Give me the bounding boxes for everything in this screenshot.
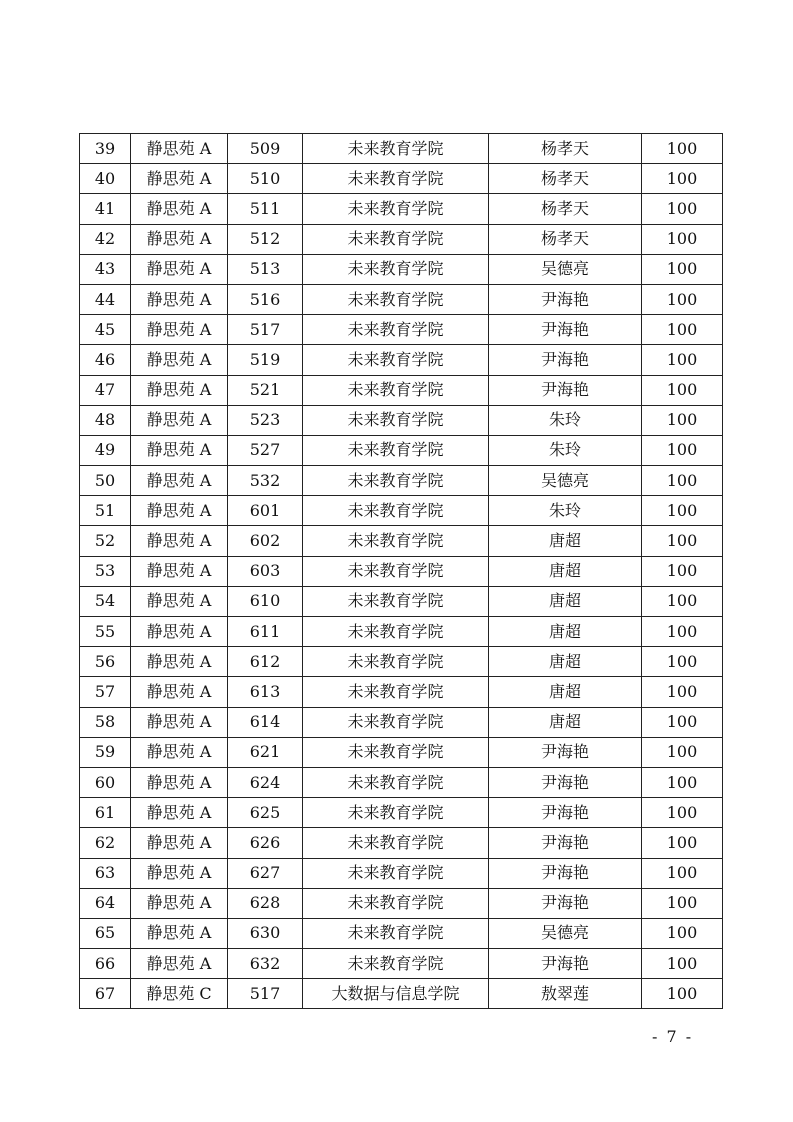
college-cell: 未来教育学院 [303, 435, 489, 465]
building-cell: 静思苑 A [131, 888, 228, 918]
counselor-name-cell: 尹海艳 [489, 767, 642, 797]
building-cell: 静思苑 A [131, 345, 228, 375]
table-row [80, 526, 723, 556]
room-number-cell: 627 [228, 858, 303, 888]
room-number-cell: 509 [228, 134, 303, 164]
building-cell: 静思苑 A [131, 828, 228, 858]
row-number-cell: 57 [80, 677, 131, 707]
room-number-cell: 521 [228, 375, 303, 405]
college-cell: 未来教育学院 [303, 284, 489, 314]
counselor-name-cell: 尹海艳 [489, 737, 642, 767]
score-cell: 100 [642, 617, 723, 647]
room-number-cell: 513 [228, 254, 303, 284]
room-number-cell: 516 [228, 284, 303, 314]
building-cell: 静思苑 A [131, 375, 228, 405]
building-cell: 静思苑 A [131, 526, 228, 556]
college-cell: 未来教育学院 [303, 617, 489, 647]
building-cell: 静思苑 A [131, 254, 228, 284]
counselor-name-cell: 朱玲 [489, 435, 642, 465]
table-row [80, 284, 723, 314]
table-row [80, 224, 723, 254]
score-cell: 100 [642, 767, 723, 797]
building-cell: 静思苑 A [131, 918, 228, 948]
row-number-cell: 49 [80, 435, 131, 465]
room-number-cell: 624 [228, 767, 303, 797]
room-number-cell: 523 [228, 405, 303, 435]
table-row [80, 496, 723, 526]
college-cell: 未来教育学院 [303, 405, 489, 435]
college-cell: 未来教育学院 [303, 556, 489, 586]
table-row [80, 134, 723, 164]
college-cell: 未来教育学院 [303, 375, 489, 405]
counselor-name-cell: 朱玲 [489, 405, 642, 435]
row-number-cell: 52 [80, 526, 131, 556]
room-number-cell: 517 [228, 979, 303, 1009]
college-cell: 未来教育学院 [303, 647, 489, 677]
score-cell: 100 [642, 224, 723, 254]
table-row [80, 254, 723, 284]
room-number-cell: 512 [228, 224, 303, 254]
score-cell: 100 [642, 315, 723, 345]
building-cell: 静思苑 A [131, 858, 228, 888]
college-cell: 未来教育学院 [303, 858, 489, 888]
room-number-cell: 517 [228, 315, 303, 345]
college-cell: 未来教育学院 [303, 224, 489, 254]
row-number-cell: 66 [80, 949, 131, 979]
records-table-body [80, 134, 723, 1009]
table-row [80, 164, 723, 194]
building-cell: 静思苑 A [131, 164, 228, 194]
room-number-cell: 614 [228, 707, 303, 737]
row-number-cell: 60 [80, 767, 131, 797]
counselor-name-cell: 尹海艳 [489, 375, 642, 405]
counselor-name-cell: 吴德亮 [489, 466, 642, 496]
row-number-cell: 44 [80, 284, 131, 314]
building-cell: 静思苑 A [131, 496, 228, 526]
score-cell: 100 [642, 375, 723, 405]
building-cell: 静思苑 A [131, 586, 228, 616]
college-cell: 未来教育学院 [303, 828, 489, 858]
row-number-cell: 45 [80, 315, 131, 345]
row-number-cell: 65 [80, 918, 131, 948]
college-cell: 未来教育学院 [303, 345, 489, 375]
table-row [80, 767, 723, 797]
row-number-cell: 59 [80, 737, 131, 767]
score-cell: 100 [642, 798, 723, 828]
college-cell: 未来教育学院 [303, 767, 489, 797]
score-cell: 100 [642, 284, 723, 314]
row-number-cell: 53 [80, 556, 131, 586]
counselor-name-cell: 尹海艳 [489, 858, 642, 888]
building-cell: 静思苑 A [131, 466, 228, 496]
table-row [80, 888, 723, 918]
row-number-cell: 47 [80, 375, 131, 405]
college-cell: 大数据与信息学院 [303, 979, 489, 1009]
score-cell: 100 [642, 647, 723, 677]
counselor-name-cell: 尹海艳 [489, 798, 642, 828]
room-number-cell: 511 [228, 194, 303, 224]
row-number-cell: 41 [80, 194, 131, 224]
college-cell: 未来教育学院 [303, 254, 489, 284]
college-cell: 未来教育学院 [303, 315, 489, 345]
building-cell: 静思苑 A [131, 707, 228, 737]
college-cell: 未来教育学院 [303, 918, 489, 948]
table-row [80, 435, 723, 465]
room-number-cell: 621 [228, 737, 303, 767]
row-number-cell: 43 [80, 254, 131, 284]
table-row [80, 466, 723, 496]
score-cell: 100 [642, 526, 723, 556]
room-number-cell: 527 [228, 435, 303, 465]
row-number-cell: 40 [80, 164, 131, 194]
row-number-cell: 61 [80, 798, 131, 828]
score-cell: 100 [642, 556, 723, 586]
counselor-name-cell: 吴德亮 [489, 254, 642, 284]
score-cell: 100 [642, 586, 723, 616]
building-cell: 静思苑 A [131, 737, 228, 767]
records-table [79, 133, 723, 1009]
college-cell: 未来教育学院 [303, 949, 489, 979]
college-cell: 未来教育学院 [303, 677, 489, 707]
room-number-cell: 612 [228, 647, 303, 677]
row-number-cell: 42 [80, 224, 131, 254]
table-row [80, 949, 723, 979]
counselor-name-cell: 尹海艳 [489, 315, 642, 345]
college-cell: 未来教育学院 [303, 888, 489, 918]
table-row [80, 647, 723, 677]
counselor-name-cell: 杨孝天 [489, 224, 642, 254]
building-cell: 静思苑 C [131, 979, 228, 1009]
building-cell: 静思苑 A [131, 315, 228, 345]
room-number-cell: 626 [228, 828, 303, 858]
row-number-cell: 48 [80, 405, 131, 435]
row-number-cell: 50 [80, 466, 131, 496]
building-cell: 静思苑 A [131, 284, 228, 314]
row-number-cell: 46 [80, 345, 131, 375]
building-cell: 静思苑 A [131, 677, 228, 707]
table-row [80, 405, 723, 435]
table-row [80, 677, 723, 707]
room-number-cell: 613 [228, 677, 303, 707]
counselor-name-cell: 唐超 [489, 647, 642, 677]
room-number-cell: 519 [228, 345, 303, 375]
row-number-cell: 64 [80, 888, 131, 918]
score-cell: 100 [642, 677, 723, 707]
table-row [80, 979, 723, 1009]
counselor-name-cell: 尹海艳 [489, 888, 642, 918]
table-row [80, 798, 723, 828]
building-cell: 静思苑 A [131, 134, 228, 164]
row-number-cell: 51 [80, 496, 131, 526]
room-number-cell: 611 [228, 617, 303, 647]
row-number-cell: 63 [80, 858, 131, 888]
college-cell: 未来教育学院 [303, 707, 489, 737]
score-cell: 100 [642, 979, 723, 1009]
counselor-name-cell: 唐超 [489, 556, 642, 586]
counselor-name-cell: 杨孝天 [489, 164, 642, 194]
college-cell: 未来教育学院 [303, 134, 489, 164]
score-cell: 100 [642, 466, 723, 496]
counselor-name-cell: 吴德亮 [489, 918, 642, 948]
building-cell: 静思苑 A [131, 224, 228, 254]
score-cell: 100 [642, 737, 723, 767]
college-cell: 未来教育学院 [303, 466, 489, 496]
building-cell: 静思苑 A [131, 194, 228, 224]
score-cell: 100 [642, 888, 723, 918]
college-cell: 未来教育学院 [303, 798, 489, 828]
score-cell: 100 [642, 918, 723, 948]
college-cell: 未来教育学院 [303, 194, 489, 224]
building-cell: 静思苑 A [131, 798, 228, 828]
building-cell: 静思苑 A [131, 647, 228, 677]
table-row [80, 707, 723, 737]
table-row [80, 858, 723, 888]
table-row [80, 828, 723, 858]
room-number-cell: 628 [228, 888, 303, 918]
score-cell: 100 [642, 164, 723, 194]
room-number-cell: 632 [228, 949, 303, 979]
counselor-name-cell: 唐超 [489, 586, 642, 616]
score-cell: 100 [642, 949, 723, 979]
score-cell: 100 [642, 134, 723, 164]
score-cell: 100 [642, 405, 723, 435]
counselor-name-cell: 尹海艳 [489, 828, 642, 858]
score-cell: 100 [642, 435, 723, 465]
room-number-cell: 602 [228, 526, 303, 556]
counselor-name-cell: 朱玲 [489, 496, 642, 526]
counselor-name-cell: 唐超 [489, 526, 642, 556]
row-number-cell: 39 [80, 134, 131, 164]
counselor-name-cell: 唐超 [489, 617, 642, 647]
building-cell: 静思苑 A [131, 949, 228, 979]
score-cell: 100 [642, 345, 723, 375]
score-cell: 100 [642, 194, 723, 224]
room-number-cell: 610 [228, 586, 303, 616]
counselor-name-cell: 尹海艳 [489, 345, 642, 375]
college-cell: 未来教育学院 [303, 586, 489, 616]
building-cell: 静思苑 A [131, 405, 228, 435]
row-number-cell: 58 [80, 707, 131, 737]
table-row [80, 918, 723, 948]
table-row [80, 375, 723, 405]
row-number-cell: 54 [80, 586, 131, 616]
table-row [80, 315, 723, 345]
college-cell: 未来教育学院 [303, 496, 489, 526]
building-cell: 静思苑 A [131, 767, 228, 797]
building-cell: 静思苑 A [131, 435, 228, 465]
counselor-name-cell: 尹海艳 [489, 284, 642, 314]
room-number-cell: 630 [228, 918, 303, 948]
college-cell: 未来教育学院 [303, 164, 489, 194]
table-row [80, 737, 723, 767]
counselor-name-cell: 唐超 [489, 677, 642, 707]
counselor-name-cell: 杨孝天 [489, 134, 642, 164]
table-row [80, 194, 723, 224]
row-number-cell: 67 [80, 979, 131, 1009]
row-number-cell: 55 [80, 617, 131, 647]
room-number-cell: 532 [228, 466, 303, 496]
table-row [80, 586, 723, 616]
room-number-cell: 625 [228, 798, 303, 828]
row-number-cell: 62 [80, 828, 131, 858]
score-cell: 100 [642, 707, 723, 737]
counselor-name-cell: 尹海艳 [489, 949, 642, 979]
table-row [80, 617, 723, 647]
row-number-cell: 56 [80, 647, 131, 677]
building-cell: 静思苑 A [131, 556, 228, 586]
page-number: - 7 - [652, 1027, 694, 1046]
room-number-cell: 601 [228, 496, 303, 526]
counselor-name-cell: 唐超 [489, 707, 642, 737]
score-cell: 100 [642, 496, 723, 526]
room-number-cell: 603 [228, 556, 303, 586]
counselor-name-cell: 杨孝天 [489, 194, 642, 224]
building-cell: 静思苑 A [131, 617, 228, 647]
score-cell: 100 [642, 254, 723, 284]
score-cell: 100 [642, 858, 723, 888]
score-cell: 100 [642, 828, 723, 858]
table-row [80, 345, 723, 375]
counselor-name-cell: 敖翠莲 [489, 979, 642, 1009]
college-cell: 未来教育学院 [303, 526, 489, 556]
college-cell: 未来教育学院 [303, 737, 489, 767]
room-number-cell: 510 [228, 164, 303, 194]
table-row [80, 556, 723, 586]
